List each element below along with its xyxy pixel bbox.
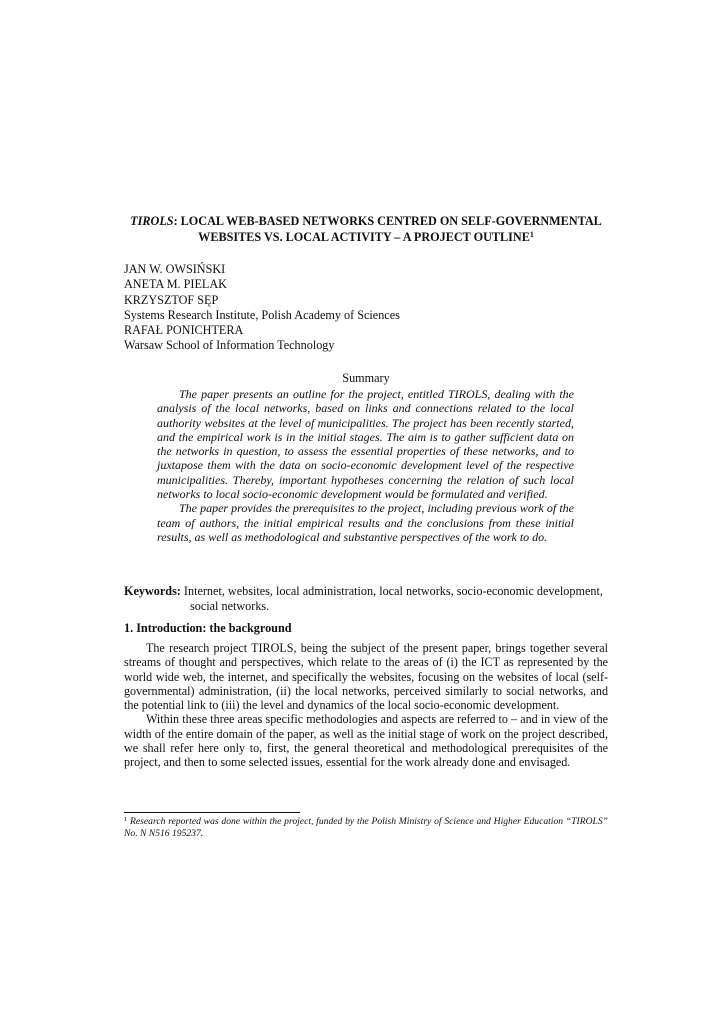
section-body: [124, 641, 608, 770]
title-footnote-mark: 1: [529, 230, 534, 239]
author-name: JAN W. OWSIŃSKI: [124, 262, 226, 276]
keywords-label: Keywords:: [124, 584, 181, 598]
author-affiliation: Warsaw School of Information Technology: [124, 338, 335, 353]
abstract: [157, 387, 574, 544]
body-paragraph: The research project TIROLS, being the subject of the present paper, brings together several streams of thought and perspectives, which relate to the areas of (i) the ICT as represented by the world wide web, the internet, and specifically the websites, focusing on the websites of local (self-governmental) administration, (ii) the local networks, perceived similarly to social networks, and the potential link to (iii) the level and dynamics of the local socio-economic development.: [124, 641, 608, 713]
abstract-paragraph: The paper provides the prerequisites to the project, including previous work of the team of authors, the initial empirical results and the conclusions from these initial results, as well as methodological and substantive perspectives of the work to do.: [157, 501, 574, 544]
author-name: RAFAŁ PONICHTERA: [124, 323, 244, 338]
footnote-text: Research reported was done within the project, funded by the Polish Ministry of Science and Higher Education “TIROLS” No. N N516 195237.: [124, 816, 608, 839]
title-project-name: TIROLS: [130, 214, 174, 228]
body-paragraph: Within these three areas specific methodologies and aspects are referred to – and in view of the width of the entire domain of the paper, as well as the initial stage of work on the project described, we shall refer here only to, first, the general theoretical and methodological prerequisites of the project, and then to some selected issues, essential for the work already done and envisaged.: [124, 712, 608, 770]
section-heading: 1. Introduction: the background: [124, 621, 292, 635]
abstract-paragraph: The paper presents an outline for the project, entitled TIROLS, dealing with the analysis of the local networks, based on links and connections related to the local authority websites at the level of municipalities. The project has been recently started, and the empirical work is in the initial stages. The aim is to gather sufficient data on the networks in question, to assess the essential properties of these networks, and to juxtapose them with the data on socio-economic development level of the respective municipalities. Thereby, important hypotheses concerning the relation of such local networks to local socio-economic development would be formulated and verified.: [157, 387, 574, 502]
footnote-divider: [124, 812, 300, 813]
keywords-list: Internet, websites, local administration, local networks, socio-economic development,: [180, 584, 603, 598]
title-line2: WEBSITES VS. LOCAL ACTIVITY – A PROJECT OUTLINE: [198, 230, 530, 244]
title-line1: : LOCAL WEB-BASED NETWORKS CENTRED ON SELF-GOVERNMENTAL: [173, 214, 602, 228]
summary-heading: Summary: [342, 371, 390, 385]
keywords-list-continued: social networks.: [190, 599, 270, 613]
author-block: [124, 262, 400, 354]
author-name: ANETA M. PIELAK: [124, 277, 227, 292]
keywords: [124, 584, 608, 614]
footnote-mark: 1: [124, 816, 128, 823]
footnote: [124, 816, 608, 840]
author-affiliation: Systems Research Institute, Polish Academy of Sciences: [124, 307, 400, 322]
paper-title: [124, 213, 608, 245]
author-name: KRZYSZTOF SĘP: [124, 292, 219, 307]
